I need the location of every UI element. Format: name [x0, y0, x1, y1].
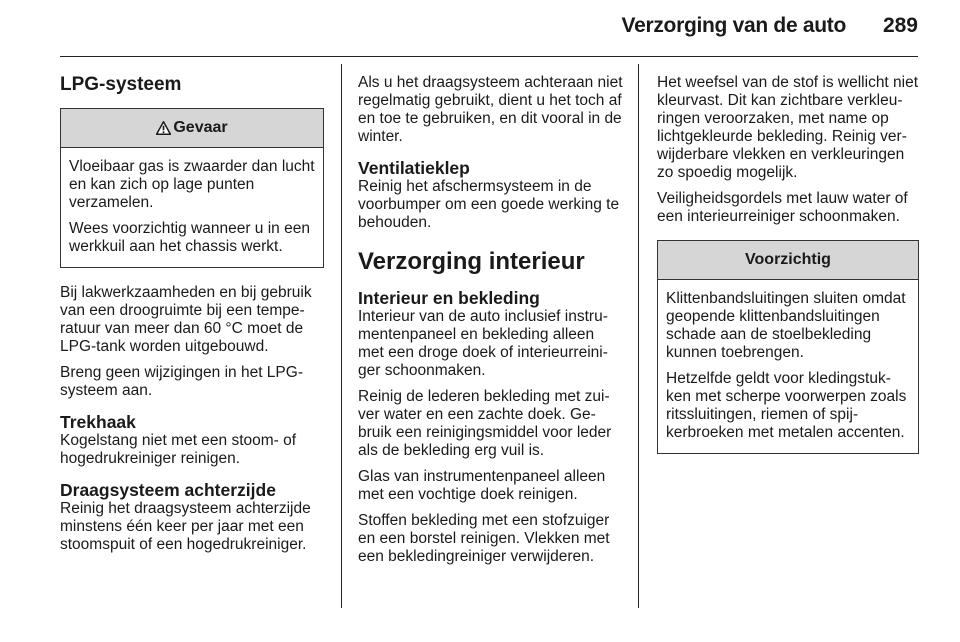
caution-text: Hetzelfde geldt voor kledingstukken met scherpe voorwerpen zoals ritssluitingen, riemen of spijkerbroeken met metalen accenten. — [666, 370, 907, 441]
paragraph: Reinig het afschermsysteem in de voorbumper om een goede werking te behouden. — [358, 178, 620, 231]
caution-box — [657, 240, 919, 454]
paragraph: Glas van instrumentenpaneel alleen met een vochtige doek reinigen. — [358, 468, 606, 503]
column-divider-1 — [341, 64, 342, 608]
subheading-interieur-bekleding: Interieur en bekleding — [358, 288, 540, 308]
column-3 — [657, 74, 919, 470]
section-title-interieur: Verzorging interieur — [358, 248, 585, 275]
paragraph: Stoffen bekleding met een stofzuiger en een borstel reinigen. Vlekken met een bekledingreiniger verwijderen. — [358, 512, 610, 565]
danger-box-body — [61, 148, 323, 267]
column-1 — [60, 74, 324, 562]
danger-box-header — [61, 109, 323, 148]
danger-box-title: Gevaar — [173, 119, 228, 136]
paragraph: Kogelstang niet met een stoom- of hogedrukreiniger reinigen. — [60, 432, 297, 467]
subheading-draagsysteem: Draagsysteem achterzijde — [60, 480, 276, 500]
danger-text: Vloeibaar gas is zwaarder dan lucht en kan zich op lage punten verzamelen. — [69, 158, 315, 211]
column-divider-2 — [638, 64, 639, 608]
subheading-trekhaak: Trekhaak — [60, 412, 136, 432]
caution-box-body — [658, 280, 918, 453]
caution-box-header — [658, 241, 918, 280]
page-header-title: Verzorging van de auto — [621, 14, 846, 37]
paragraph: Interieur van de auto inclusief instrumentenpaneel en bekleding alleen met een droge doek of interieurreiniger schoonmaken. — [358, 308, 608, 379]
paragraph: Veiligheidsgordels met lauw water of een interieurreiniger schoonmaken. — [657, 190, 908, 225]
paragraph: Reinig het draagsysteem achterzijde minstens één keer per jaar met een stoomspuit of een hogedrukreiniger. — [60, 500, 311, 553]
page-number: 289 — [882, 14, 918, 37]
danger-box — [60, 108, 324, 268]
section-title-lpg: LPG-systeem — [60, 74, 182, 95]
warning-triangle-icon — [156, 121, 171, 135]
column-2 — [358, 74, 623, 574]
header-divider — [60, 56, 918, 57]
paragraph: Het weefsel van de stof is wellicht niet kleurvast. Dit kan zichtbare verkleuringen veroorzaken, met name op lichtgekleurde bekleding. Reinig verwijderbare vlekken en verkleuringen zo spoedig mogelijk. — [657, 74, 919, 181]
subheading-ventilatieklep: Ventilatieklep — [358, 158, 470, 178]
danger-text: Wees voorzichtig wanneer u in een werkkuil aan het chassis werkt. — [69, 220, 310, 255]
paragraph: Breng geen wijzigingen in het LPG-systeem aan. — [60, 364, 303, 399]
caution-box-title: Voorzichtig — [745, 251, 831, 268]
paragraph: Bij lakwerkzaamheden en bij gebruik van een droogruimte bij een temperatuur van meer dan 60 °C moet de LPG-tank worden uitgebouwd. — [60, 284, 312, 355]
paragraph: Als u het draagsysteem achteraan niet regelmatig gebruikt, dient u het toch af en toe te gebruiken, en dit vooral in de winter. — [358, 74, 623, 145]
paragraph: Reinig de lederen bekleding met zuiver water en een zachte doek. Gebruik een reinigingsmiddel voor leder als de bekleding erg vuil is. — [358, 388, 612, 459]
caution-text: Klittenbandsluitingen sluiten omdat geopende klittenbandsluitingen schade aan de stoelbekleding kunnen toebrengen. — [666, 290, 906, 361]
